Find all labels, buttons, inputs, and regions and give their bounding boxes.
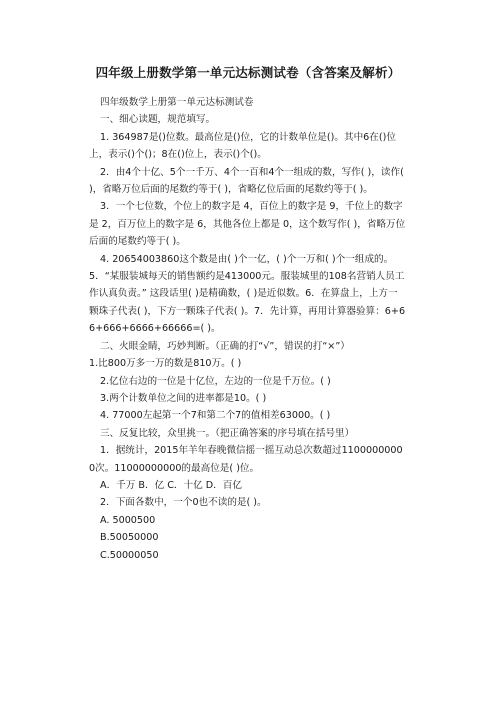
question-paragraph: 3．一个七位数，个位上的数字是 4，百位上的数字是 9，千位上的数字是 2，百万位上的数字是 6，其他各位上都是 0，这个数写作( )，省略万位后面的尾数约等于( )。 [89,201,406,248]
question-paragraph: 3.两个计数单位之间的进率都是10。( ) [100,392,267,404]
answer-option: A. 5000500 [100,514,156,526]
question-paragraph: 4. 20654003860这个数是由( )个一亿，( )个一万和( )个一组成的。 5．“某服装城每天的销售额约是413000元。服装城里的108名营销人员工作认真负责。” 这段话里( )是精确数，( )是近似数。6．在算盘上，上方一颗珠子代表( )，下方一颗珠子代表( )。7．先计算，再用计算器验算：6+66+666+6666+66666=( )。 [89,253,406,335]
question-paragraph: 1. 364987是()位数。最高位是()位，它的计数单位是()。其中6在()位上，表示()个()；8在()位上，表示()个()。 [89,131,396,161]
answer-options: A．千万 B．亿 C．十亿 D．百亿 [100,479,242,491]
section-heading-2: 二、火眼金睛，巧妙判断。（正确的打“√”，错误的打“×”） [100,340,350,352]
document-body [89,94,407,564]
answer-option: C.50000050 [100,549,159,561]
answer-option: B.50050000 [100,532,159,544]
section-heading-1: 一、细心读题，规范填写。 [100,114,216,126]
section-heading-3: 三、反复比较，众里挑一。（把正确答案的序号填在括号里） [100,427,355,439]
document-title: 四年级上册数学第一单元达标测试卷（含答案及解析） [95,65,401,80]
question-paragraph: 2.亿位右边的一位是十亿位，左边的一位是千万位。( ) [100,375,331,387]
question-paragraph: 2．由4个十亿、5个一千万、4个一百和4个一组成的数，写作( )，读作( )，省略万位后面的尾数约等于( )，省略亿位后面的尾数约等于( )。 [89,166,404,196]
question-paragraph: 1.比800万多一万的数是810万。( ) [89,358,242,370]
question-paragraph: 2．下面各数中，一个0也不读的是( )。 [100,497,267,509]
subtitle: 四年级数学上册第一单元达标测试卷 [100,97,254,108]
question-paragraph: 1．据统计，2015年羊年春晚微信摇一摇互动总次数超过11000000000次。11000000000的最高位是( )位。 [89,445,403,474]
question-paragraph: 4. 77000左起第一个7和第二个7的值相差63000。( ) [100,410,331,422]
